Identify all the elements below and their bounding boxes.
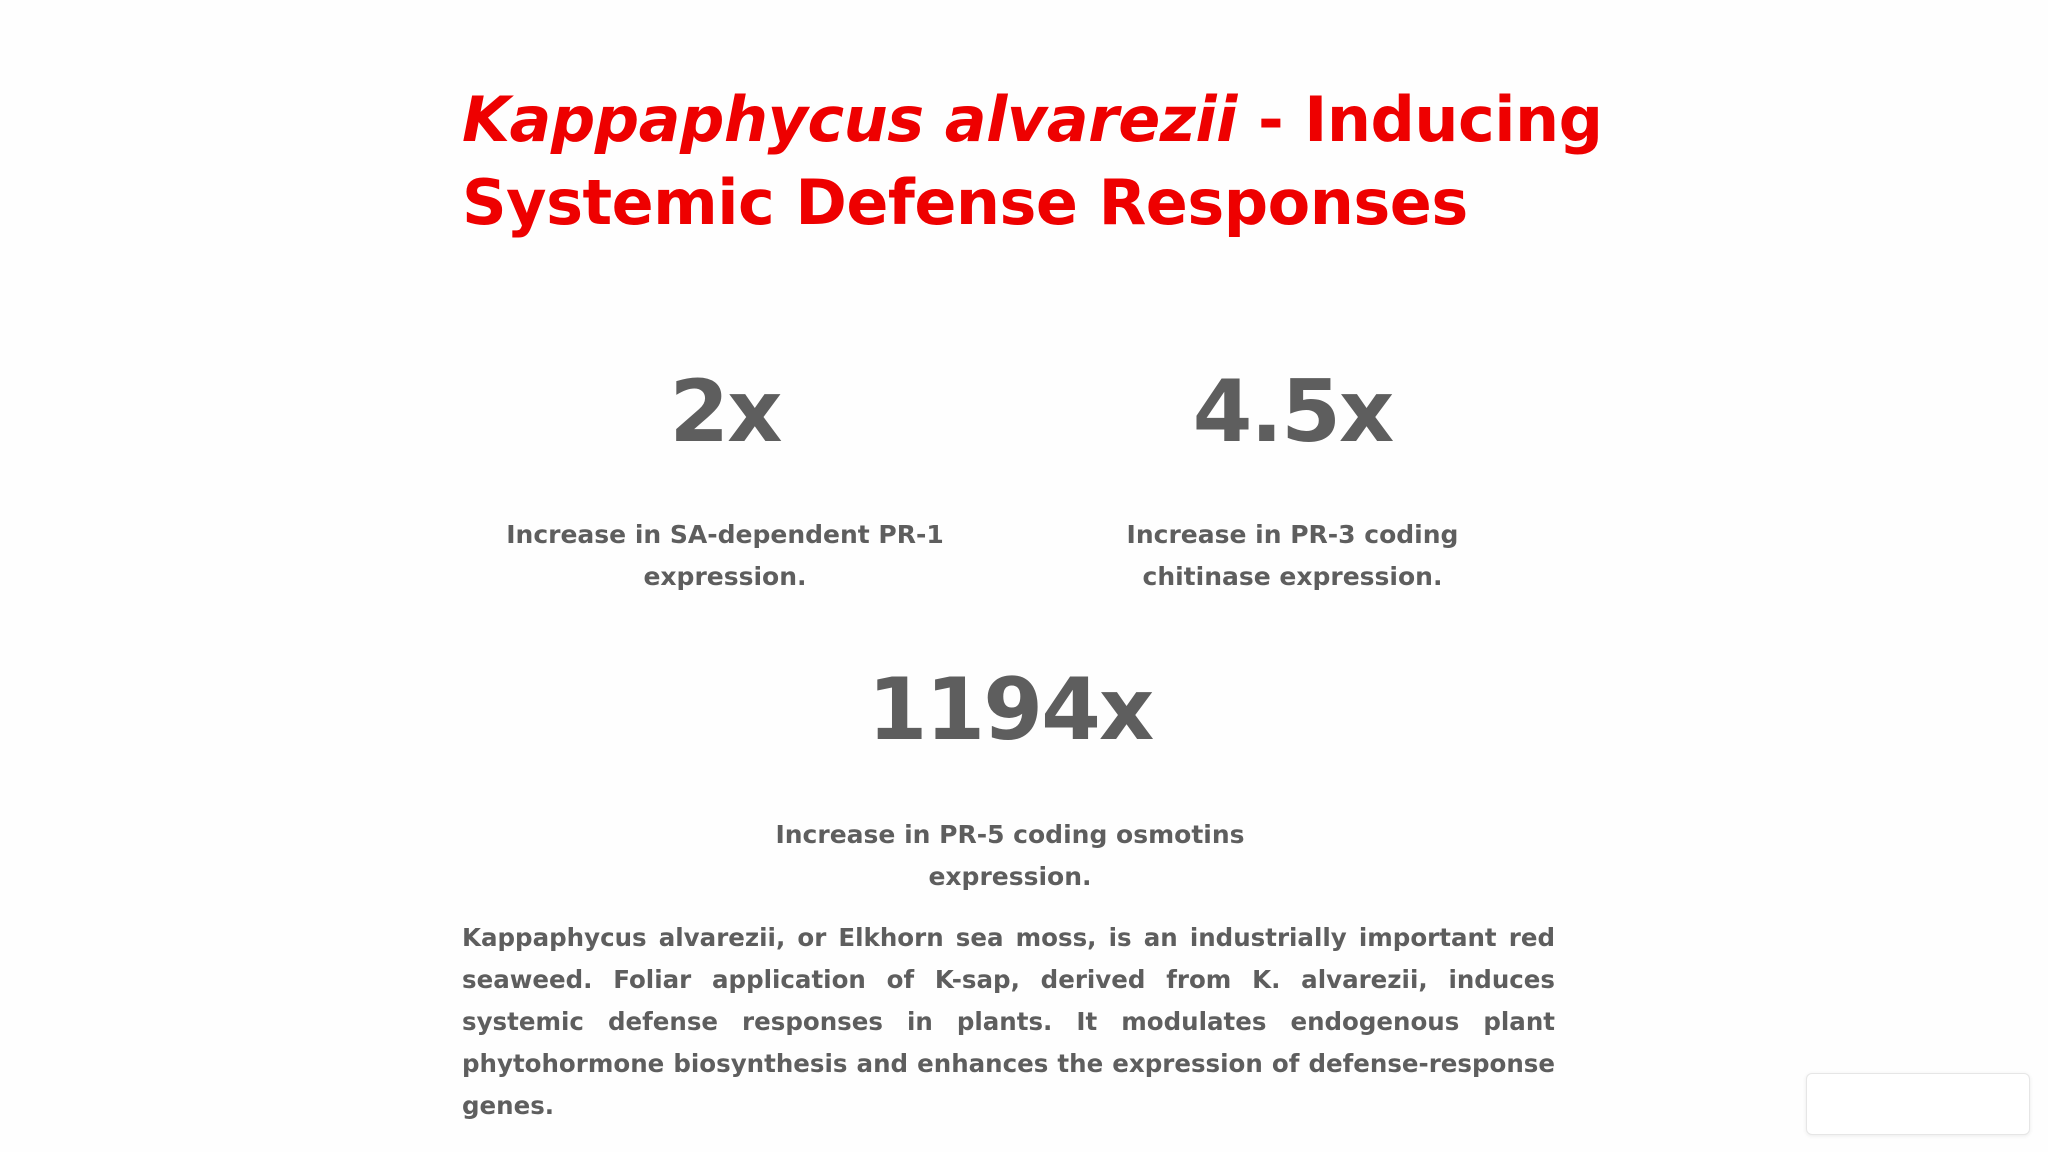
stat-value: 1194x [867,660,1153,760]
description-paragraph: Kappaphycus alvarezii, or Elkhorn sea moss, is an industrially important red seaweed. Foliar application of K-sap, derived from K. alvarezii, induces systemic defense responses in plants. It modulates endogenous plant phytohormone biosynthesis and enhances the expression of defense-response genes. [462,923,1555,1120]
page-title [462,78,1612,244]
stat-pr5 [760,660,1260,898]
stat-description: Increase in PR-5 coding osmotins expression. [775,820,1245,891]
stat-value: 2x [669,362,781,462]
stat-description: Increase in SA-dependent PR-1 expression. [506,520,944,591]
title-species-name: Kappaphycus alvarezii [462,83,1237,156]
stat-pr3 [1070,362,1515,598]
stat-pr1 [505,362,945,598]
floating-widget[interactable] [1806,1073,2030,1135]
stat-description: Increase in PR-3 coding chitinase expression. [1126,520,1459,591]
stat-value: 4.5x [1192,362,1393,462]
title-subtitle: - Inducing Systemic Defense Responses [462,83,1603,239]
